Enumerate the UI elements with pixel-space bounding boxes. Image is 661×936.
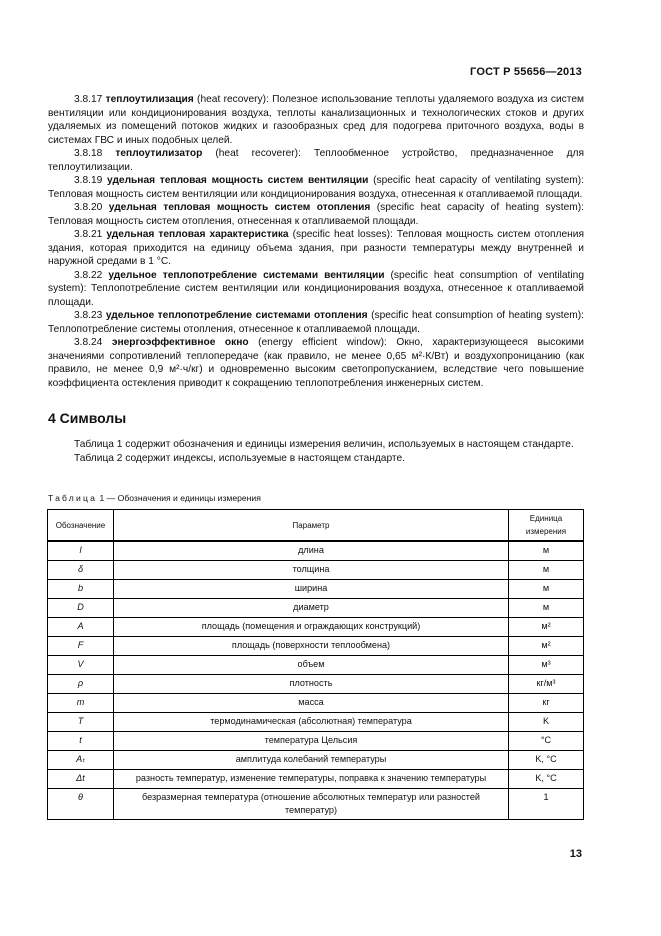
table-row [48, 789, 584, 820]
row-symbol: m [48, 694, 114, 713]
row-unit: м [509, 541, 584, 561]
table-row [48, 694, 584, 713]
definition-3-8-20: 3.8.20 удельная тепловая мощность систем отопления (specific heat capacity of heating system): Тепловая мощность систем отопления, отнесенная к отапливаемой площади. [48, 202, 584, 227]
row-parameter: диаметр [114, 599, 509, 618]
row-parameter: длина [114, 541, 509, 561]
table-row [48, 561, 584, 580]
table-row [48, 541, 584, 561]
row-unit: кг [509, 694, 584, 713]
row-symbol: D [48, 599, 114, 618]
table-caption: Таблица 1 — Обозначения и единицы измерения [48, 493, 261, 503]
table-row [48, 580, 584, 599]
row-unit: °С [509, 732, 584, 751]
table-row [48, 599, 584, 618]
row-parameter: площадь (поверхности теплообмена) [114, 637, 509, 656]
row-parameter: площадь (помещения и ограждающих конструкций) [114, 618, 509, 637]
row-unit: K, °С [509, 751, 584, 770]
intro-paragraph: Таблица 1 содержит обозначения и единицы измерения величин, используемых в настоящем стандарте. [74, 439, 574, 450]
row-parameter: объем [114, 656, 509, 675]
table-row [48, 732, 584, 751]
row-symbol: F [48, 637, 114, 656]
row-unit: м [509, 561, 584, 580]
row-symbol: θ [48, 789, 114, 820]
row-symbol: T [48, 713, 114, 732]
section-intro [48, 438, 584, 465]
row-symbol: b [48, 580, 114, 599]
row-unit: кг/м³ [509, 675, 584, 694]
definition-3-8-18: 3.8.18 теплоутилизатор (heat recoverer): Теплообменное устройство, предназначенное для теплоутилизации. [48, 148, 584, 173]
definition-3-8-24: 3.8.24 энергоэффективное окно (energy efficient window): Окно, характеризующееся высокими значениями сопротивлений теплопередаче (как правило, не менее 0,65 м²·К/Вт) и воздухопроницанию (как правило, не менее 0,9 м²·ч/кг) и одновременно высоким светопропусканием, вследствие чего повышение коэффициента остекления приводит к сокращению теплопотребления инженерных систем. [48, 337, 584, 389]
table-row [48, 637, 584, 656]
intro-paragraph: Таблица 2 содержит индексы, используемые в настоящем стандарте. [74, 452, 405, 464]
table-row [48, 675, 584, 694]
header-parameter: Параметр [114, 510, 509, 542]
row-unit: м² [509, 618, 584, 637]
definition-3-8-21: 3.8.21 удельная тепловая характеристика (specific heat losses): Тепловая мощность систем отопления здания, которая приходится на единицу объема здания, при разности температуры между внутренней и наружной средами в 1 °С. [48, 229, 584, 267]
table-row [48, 618, 584, 637]
row-symbol: Δt [48, 770, 114, 789]
row-symbol: δ [48, 561, 114, 580]
row-parameter: плотность [114, 675, 509, 694]
row-parameter: ширина [114, 580, 509, 599]
row-symbol: t [48, 732, 114, 751]
table-header-row [48, 510, 584, 542]
row-unit: K [509, 713, 584, 732]
header-unit: Единица измерения [509, 510, 584, 542]
row-parameter: масса [114, 694, 509, 713]
row-symbol: l [48, 541, 114, 561]
row-unit: м² [509, 637, 584, 656]
row-parameter: термодинамическая (абсолютная) температура [114, 713, 509, 732]
row-parameter: температура Цельсия [114, 732, 509, 751]
row-parameter: амплитуда колебаний температуры [114, 751, 509, 770]
page-number: 13 [569, 848, 582, 860]
row-symbol: Aₜ [48, 751, 114, 770]
symbols-table [47, 509, 584, 820]
definition-3-8-23: 3.8.23 удельное теплопотребление системами отопления (specific heat consumption of heating system): Теплопотребление системы отопления, отнесенное к отапливаемой площади. [48, 310, 584, 335]
section-title: 4 Символы [48, 410, 127, 426]
table-row [48, 713, 584, 732]
row-unit: м [509, 599, 584, 618]
table-row [48, 656, 584, 675]
table-row [48, 770, 584, 789]
document-code: ГОСТ Р 55656—2013 [470, 66, 582, 78]
table-row [48, 751, 584, 770]
row-unit: м [509, 580, 584, 599]
row-parameter: толщина [114, 561, 509, 580]
row-unit: K, °С [509, 770, 584, 789]
definition-3-8-22: 3.8.22 удельное теплопотребление системами вентиляции (specific heat consumption of ventilating system): Теплопотребление систем вентиляции или кондиционирования воздуха, отнесенное к отапливаемой площади. [48, 269, 584, 308]
definition-3-8-19: 3.8.19 удельная тепловая мощность систем вентиляции (specific heat capacity of ventilating system): Тепловая мощность систем вентиляции или кондиционирования воздуха, отнесенная к отапливаемой площади. [48, 175, 584, 200]
definition-3-8-17: 3.8.17 теплоутилизация (heat recovery): Полезное использование теплоты удаляемого воздуха из систем вентиляции или кондиционирования воздуха, теплоты канализационных и технологических стоков и других удаляемых из помещений потоков жидких и газообразных сред для подогрева приточного воздуха, воды в системах ГВС и иных подобных целей. [48, 94, 584, 146]
row-unit: м³ [509, 656, 584, 675]
definitions-block [48, 93, 584, 390]
row-symbol: V [48, 656, 114, 675]
row-symbol: ρ [48, 675, 114, 694]
row-unit: 1 [509, 789, 584, 820]
row-parameter: безразмерная температура (отношение абсолютных температур или разностей температур) [114, 789, 509, 820]
row-symbol: A [48, 618, 114, 637]
row-parameter: разность температур, изменение температуры, поправка к значению температуры [114, 770, 509, 789]
header-symbol: Обозначение [48, 510, 114, 542]
